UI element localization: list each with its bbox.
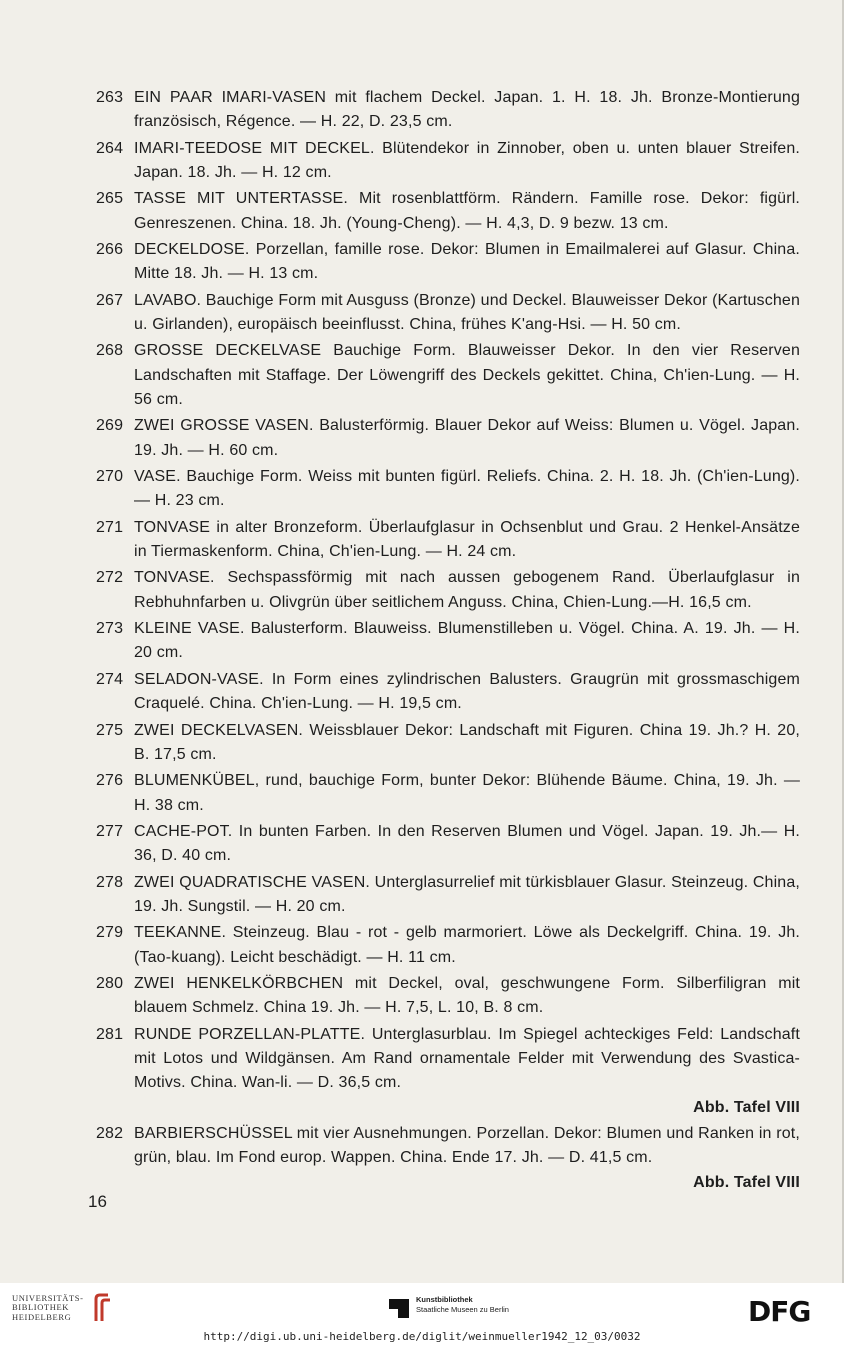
- catalog-entry: [96, 871, 800, 920]
- catalog-entry: [96, 1122, 800, 1195]
- dfg-logo[interactable]: DFG: [748, 1295, 811, 1328]
- lot-number: 272: [96, 569, 124, 587]
- catalog-entry: [96, 972, 800, 1021]
- lot-number: 268: [96, 342, 124, 360]
- ub-heidelberg-logo[interactable]: [12, 1293, 114, 1323]
- catalog-entry: [96, 617, 800, 666]
- footer-bar: [0, 1283, 844, 1345]
- lot-number: 267: [96, 291, 124, 309]
- catalog-entry: [96, 289, 800, 338]
- lot-description: ZWEI QUADRATISCHE VASEN. Unterglasurrelief mit türkisblauer Glasur. Steinzeug. China, 19. Jh. Sungstil. — H. 20 cm.: [134, 873, 800, 915]
- lot-description: BLUMENKÜBEL, rund, bauchige Form, bunter Dekor: Blühende Bäume. China, 19. Jh. — H. 38 cm.: [134, 772, 800, 814]
- lot-description: ZWEI HENKELKÖRBCHEN mit Deckel, oval, geschwungene Form. Silberfiligran mit blauem Schmelz. China 19. Jh. — H. 7,5, L. 10, B. 8 cm.: [134, 974, 800, 1017]
- lot-description: ZWEI GROSSE VASEN. Balusterförmig. Blauer Dekor auf Weiss: Blumen u. Vögel. Japan. 19. Jh. — H. 60 cm.: [134, 417, 800, 459]
- plate-reference: Abb. Tafel VIII: [693, 1098, 800, 1116]
- lot-description: IMARI-TEEDOSE MIT DECKEL. Blütendekor in Zinnober, oben u. unten blauer Streifen. Japan. 18. Jh. — H. 12 cm.: [134, 139, 800, 181]
- catalog-entry: [96, 238, 800, 287]
- lot-description: EIN PAAR IMARI-VASEN mit flachem Deckel. Japan. 1. H. 18. Jh. Bronze-Montierung französisch, Régence. — H. 22, D. 23,5 cm.: [134, 89, 800, 131]
- catalog-entry: [96, 86, 800, 135]
- catalog-entry: [96, 339, 800, 412]
- catalog-entry: [96, 668, 800, 717]
- lot-number: 266: [96, 241, 124, 259]
- lot-description: DECKELDOSE. Porzellan, famille rose. Dekor: Blumen in Emailmalerei auf Glasur. China. Mitte 18. Jh. — H. 13 cm.: [134, 241, 800, 283]
- lot-number: 275: [96, 721, 124, 739]
- catalog-entry: [96, 516, 800, 565]
- lot-number: 279: [96, 924, 124, 942]
- catalog-entry: [96, 820, 800, 869]
- catalog-entry: [96, 566, 800, 615]
- ub-heidelberg-text: UNIVERSITÄTS- BIBLIOTHEK HEIDELBERG: [12, 1292, 84, 1322]
- catalog-entry: [96, 137, 800, 186]
- lot-description: TONVASE. Sechspassförmig mit nach aussen gebogenem Rand. Überlaufglasur in Rebhuhnfarben u. Olivgrün über seitlichem Anguss. China, Chien-Lung.—H. 16,5 cm.: [134, 569, 800, 611]
- plate-reference: Abb. Tafel VIII: [693, 1173, 800, 1191]
- lot-number: 277: [96, 822, 124, 840]
- lot-description: TONVASE in alter Bronzeform. Überlaufglasur in Ochsenblut und Grau. 2 Henkel-Ansätze in Tiermaskenform. China, Ch'ien-Lung. — H. 24 cm.: [134, 518, 800, 561]
- catalog-entry: [96, 769, 800, 818]
- lot-number: 276: [96, 772, 124, 790]
- lot-description: CACHE-POT. In bunten Farben. In den Reserven Blumen und Vögel. Japan. 19. Jh.— H. 36, D. 40 cm.: [134, 822, 800, 865]
- lot-description: ZWEI DECKELVASEN. Weissblauer Dekor: Landschaft mit Figuren. China 19. Jh.? H. 20, B. 17,5 cm.: [134, 721, 800, 763]
- catalog-entry: [96, 719, 800, 768]
- catalog-entry: [96, 414, 800, 463]
- ub-heidelberg-emblem-icon: [90, 1293, 114, 1323]
- lot-description: LAVABO. Bauchige Form mit Ausguss (Bronze) und Deckel. Blauweisser Dekor (Kartuschen u. Girlanden), europäisch beeinflusst. China, frühes K'ang-Hsi. — H. 50 cm.: [134, 291, 800, 334]
- catalog-entry: [96, 187, 800, 236]
- lot-description: VASE. Bauchige Form. Weiss mit bunten figürl. Reliefs. China. 2. H. 18. Jh. (Ch'ien-Lung). — H. 23 cm.: [134, 468, 800, 510]
- lot-number: 282: [96, 1124, 124, 1142]
- kunstbibliothek-title: Kunstbibliothek: [416, 1295, 473, 1304]
- lot-number: 274: [96, 670, 124, 688]
- lot-number: 271: [96, 518, 124, 536]
- lot-number: 280: [96, 974, 124, 992]
- catalog-entries: [96, 86, 800, 1197]
- lot-number: 264: [96, 139, 124, 157]
- lot-number: 281: [96, 1025, 124, 1043]
- lot-description: GROSSE DECKELVASE Bauchige Form. Blauweisser Dekor. In den vier Reserven Landschaften mit Staffage. Der Löwengriff des Deckels gekittet. China, Ch'ien-Lung. — H. 56 cm.: [134, 342, 800, 409]
- lot-number: 265: [96, 190, 124, 208]
- catalog-entry: [96, 465, 800, 514]
- kunstbibliothek-emblem-icon: [388, 1295, 410, 1319]
- lot-number: 270: [96, 468, 124, 486]
- lot-number: 273: [96, 620, 124, 638]
- page-number: 16: [88, 1192, 107, 1211]
- catalog-entry: [96, 921, 800, 970]
- kunstbibliothek-logo[interactable]: [388, 1295, 509, 1319]
- catalog-entry: [96, 1023, 800, 1120]
- lot-description: SELADON-VASE. In Form eines zylindrischen Balusters. Graugrün mit grossmaschigem Craquelé. China. Ch'ien-Lung. — H. 19,5 cm.: [134, 670, 800, 713]
- lot-number: 278: [96, 873, 124, 891]
- lot-number: 263: [96, 89, 124, 106]
- permalink-url[interactable]: http://digi.ub.uni-heidelberg.de/diglit/weinmueller1942_12_03/0032: [203, 1330, 641, 1343]
- lot-description: RUNDE PORZELLAN-PLATTE. Unterglasurblau. Im Spiegel achteckiges Feld: Landschaft mit Lotos und Wildgänsen. Am Rand ornamentale Felder mit Verwendung des Svastica-Motivs. China. Wan-li. — D. 36,5 cm.: [134, 1025, 800, 1092]
- kunstbibliothek-subtitle: Staatliche Museen zu Berlin: [416, 1305, 509, 1314]
- lot-number: 269: [96, 417, 124, 435]
- lot-description: TASSE MIT UNTERTASSE. Mit rosenblattförm. Rändern. Famille rose. Dekor: figürl. Genreszenen. China. 18. Jh. (Young-Cheng). — H. 4,3, D. 9 bezw. 13 cm.: [134, 190, 800, 232]
- lot-description: TEEKANNE. Steinzeug. Blau - rot - gelb marmoriert. Löwe als Deckelgriff. China. 19. Jh. (Tao-kuang). Leicht beschädigt. — H. 11 cm.: [134, 924, 800, 966]
- lot-description: KLEINE VASE. Balusterform. Blauweiss. Blumenstilleben u. Vögel. China. A. 19. Jh. — H. 20 cm.: [134, 620, 800, 662]
- lot-description: BARBIERSCHÜSSEL mit vier Ausnehmungen. Porzellan. Dekor: Blumen und Ranken in rot, grün, blau. Im Fond europ. Wappen. China. Ende 17. Jh. — D. 41,5 cm.: [134, 1124, 800, 1167]
